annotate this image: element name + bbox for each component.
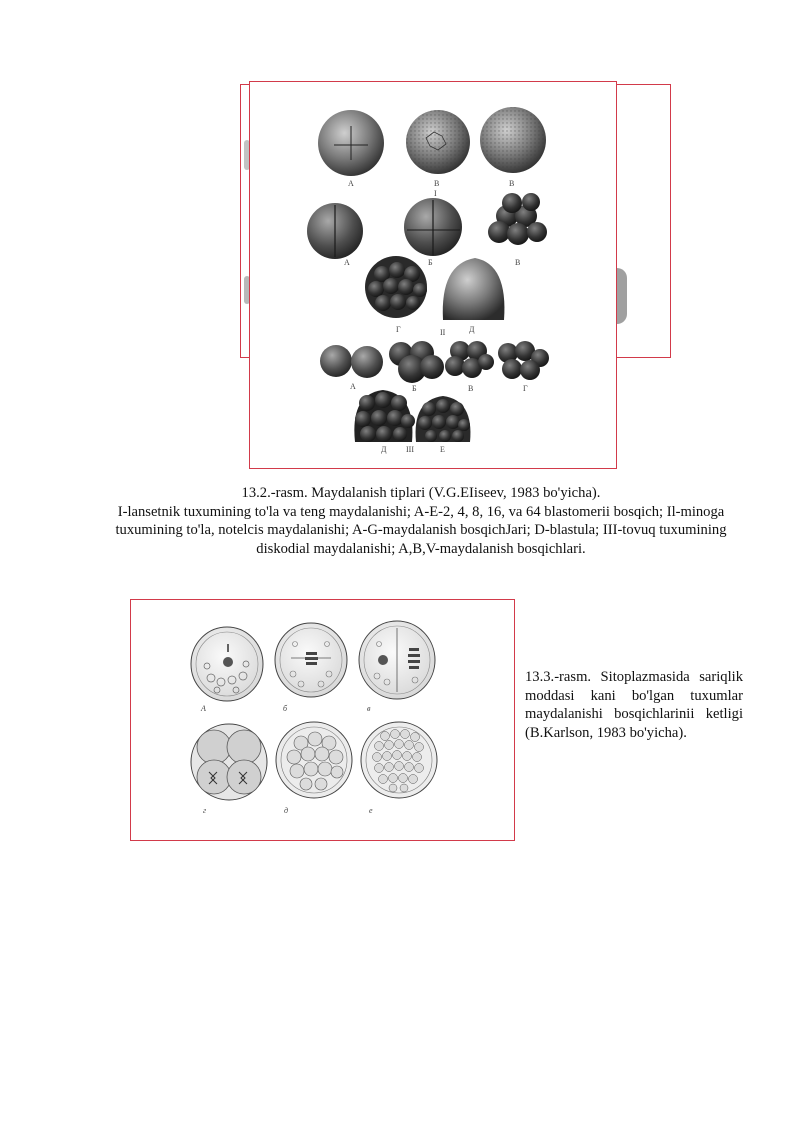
scan-artifact-right [617, 268, 627, 324]
fig1-label-roman-1: I [434, 189, 437, 198]
egg-row-3 [365, 256, 504, 320]
egg-stage-a [191, 627, 263, 701]
figure-2-frame [130, 599, 515, 841]
egg-stage-d [191, 724, 267, 800]
fig2-label-d: г [203, 806, 207, 815]
figure-2-caption: 13.3.-rasm. Sitoplazmasida sariqlik moddasi kani bo'lgan tuxumlar maydalanishi bosqichlarinii ketligi (B.Karlson, 1983 bo'yicha). [525, 669, 743, 741]
fig1-label-r1-b: B [434, 179, 440, 188]
figure-1-caption [100, 484, 742, 558]
fig1-label-r1-c: B [509, 179, 515, 188]
figure-1-caption-body: I-lansetnik tuxumining to'la va teng maydalanishi; A-E-2, 4, 8, 16, va 64 blastomerii bosqich; Il-minoga tuxumining to'la, notelcis maydalanishi; A-G-maydalanish bosqichJari; D-blastula; III-tovuq tuxumining diskodial maydalanishi; A,B,V-maydalanish bosqichlari. [115, 503, 727, 557]
fig1-label-roman-3: III [406, 445, 414, 454]
fig1-label-roman-2: II [440, 328, 446, 337]
figure-1-caption-title: 13.2.-rasm. Maydalanish tiplari (V.G.EIiseev, 1983 bo'yicha). [241, 485, 601, 501]
egg-stage-c [359, 621, 435, 699]
fig2-label-f: е [369, 806, 373, 815]
fig2-label-e: д [284, 806, 289, 815]
fig2-label-c: в [367, 704, 371, 713]
fig1-label-r4-c: B [468, 384, 474, 393]
fig1-label-r5-d: Д [381, 445, 387, 454]
fig1-label-r4-d: Г [523, 384, 528, 393]
egg-row-4 [320, 341, 549, 383]
fig1-label-r4-a: A [350, 382, 356, 391]
fig2-label-b: б [283, 704, 288, 713]
fig1-label-r3-d: Д [469, 325, 475, 334]
egg-stage-e [276, 722, 352, 798]
figure-1-illustration [250, 82, 616, 468]
fig1-label-r2-b: Б [428, 258, 433, 267]
egg-row-5 [354, 390, 470, 442]
figure-2-illustration [131, 600, 514, 840]
fig1-label-r1-a: A [348, 179, 354, 188]
fig1-label-r2-c: B [515, 258, 521, 267]
figure-1-frame [249, 81, 617, 469]
fig1-label-r3-g: Г [396, 325, 401, 334]
egg-stage-b [275, 623, 347, 697]
fig1-label-r2-a: A [344, 258, 350, 267]
egg-row-1 [318, 107, 546, 176]
fig2-label-a: A [201, 704, 206, 713]
fig1-label-r5-e: E [440, 445, 445, 454]
egg-stage-f [361, 722, 437, 798]
fig1-label-r4-b: Б [412, 384, 417, 393]
egg-row-2 [307, 193, 547, 259]
